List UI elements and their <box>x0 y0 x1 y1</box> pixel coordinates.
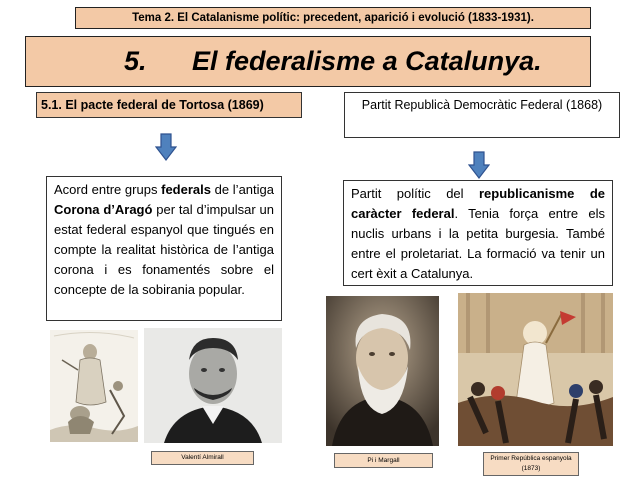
para-segment: de l’antiga <box>211 182 274 197</box>
left-subtitle-text: 5.1. El pacte federal de Tortosa (1869) <box>41 98 264 112</box>
pi-margall-portrait <box>326 296 439 446</box>
almirall-caption-text: Valentí Almirall <box>181 454 224 461</box>
title-number: 5. <box>124 46 147 76</box>
almirall-caption <box>151 451 254 465</box>
margall-caption <box>334 453 433 468</box>
para-segment-bold: Corona d’Aragó <box>54 202 153 217</box>
tortosa-pact-description <box>46 176 282 321</box>
right-subtitle-text: Partit Republicà Democràtic Federal (1868) <box>361 98 603 112</box>
topic-banner <box>75 7 591 29</box>
right-subtitle <box>344 92 620 138</box>
para-segment: per tal d’impulsar un estat federal espanyol que tingués en compte la realitat històrica de l’antiga corona i es fonamentés sobre el concepte de la sobirania popular. <box>54 202 274 297</box>
topic-text: Tema 2. El Catalanisme polític: precedent, aparició i evolució (1833-1931). <box>132 12 534 24</box>
para-segment-bold: federals <box>161 182 211 197</box>
title-text: El federalisme a Catalunya. <box>192 46 542 76</box>
para-segment: . Tenia força entre els nuclis urbans i la petita burgesia. També entre el proletariat. La formació va tenir un cert èxit a Catalunya. <box>351 206 605 281</box>
republic-caption-text: Primer República espanyola (1873) <box>490 455 572 472</box>
federal-party-description <box>343 180 613 286</box>
left-subtitle <box>36 92 302 118</box>
first-republic-painting <box>458 293 613 446</box>
para-segment-bold: republicanisme de caràcter federal <box>351 186 605 221</box>
almirall-portrait <box>144 328 282 443</box>
allegory-illustration <box>50 330 138 442</box>
slide-title <box>25 36 591 87</box>
margall-caption-text: Pi i Margall <box>367 457 400 464</box>
republic-caption <box>483 452 579 476</box>
para-segment: Acord entre grups <box>54 182 162 197</box>
down-arrow-icon <box>468 151 490 179</box>
down-arrow-icon <box>155 133 177 161</box>
para-segment: Partit polític del <box>351 186 479 201</box>
